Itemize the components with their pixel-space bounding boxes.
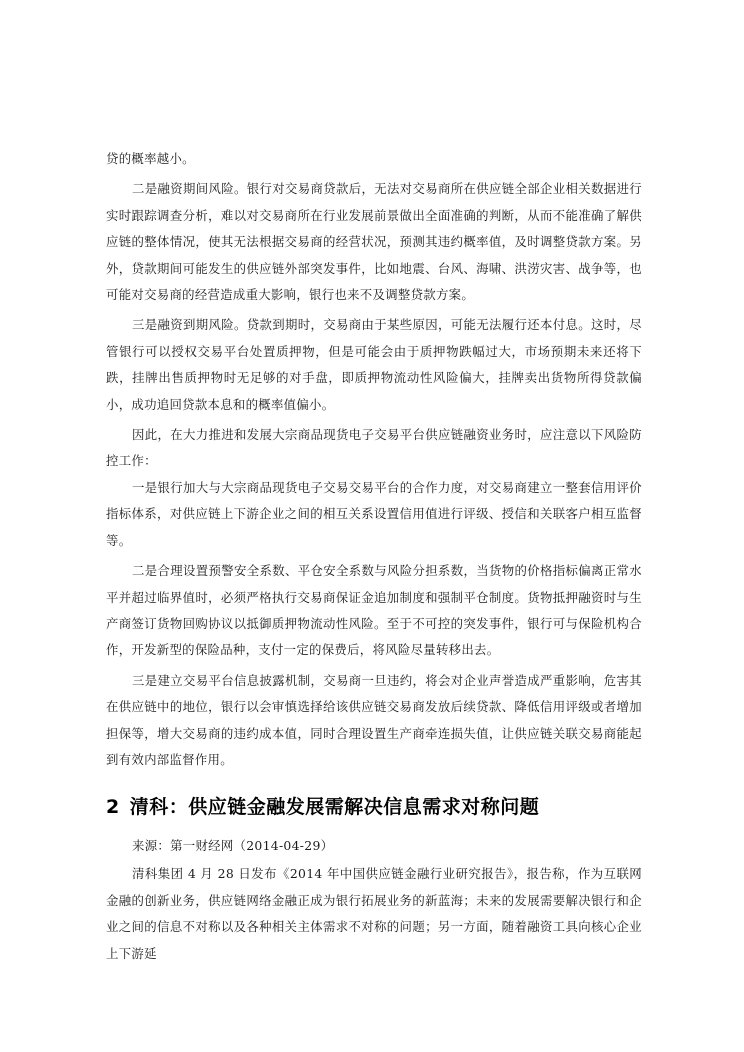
paragraph-information-disclosure: 三是建立交易平台信息披露机制，交易商一旦违约，将会对企业声誉造成严重影响，危害其在供应链中的地位，银行以会审慎选择给该供应链交易商发放后续贷款、降低信用评级或者增加担保等，增大交易商的违约成本值，同时合理设置生产商牵连损失值，让供应链关联交易商能起到有效内部监督作用。 <box>106 672 642 767</box>
paragraph-credit-evaluation: 一是银行加大与大宗商品现货电子交易交易平台的合作力度，对交易商建立一整套信用评价指标体系，对供应链上下游企业之间的相互关系设置信用值进行评级、授信和关联客户相互监督等。 <box>106 479 642 548</box>
section-title: 清科：供应链金融发展需解决信息需求对称问题 <box>129 796 540 819</box>
paragraph-maturity-risk: 三是融资到期风险。贷款到期时，交易商由于某些原因，可能无法履行还本付息。这时，尽管银行可以授权交易平台处置质押物，但是可能会由于质押物跌幅过大，市场预期未来还将下跌，挂牌出售质押物时无足够的对手盘，即质押物流动性风险偏大，挂牌卖出货物所得贷款偏小，成功追回贷款本息和的概率值偏小。 <box>106 317 642 412</box>
section-number: 2 <box>106 796 120 819</box>
section-heading <box>106 793 642 821</box>
paragraph-safety-coefficients: 二是合理设置预警安全系数、平仓安全系数与风险分担系数，当货物的价格指标偏离正常水平并超过临界值时，必须严格执行交易商保证金追加制度和强制平仓制度。货物抵押融资时与生产商签订货物回购协议以抵御质押物流动性风险。至于不可控的突发事件，银行可与保险机构合作，开发新型的保险品种，支付一定的保费后，将风险尽量转移出去。 <box>106 563 642 658</box>
paragraph-loan-probability: 贷的概率越小。 <box>106 151 195 166</box>
paragraph-financing-period-risk: 二是融资期间风险。银行对交易商贷款后，无法对交易商所在供应链全部企业相关数据进行实时跟踪调查分析，难以对交易商所在行业发展前景做出全面准确的判断，从而不能准确了解供应链的整体情况，使其无法根据交易商的经营状况，预测其违约概率值，及时调整贷款方案。另外，贷款期间可能发生的供应链外部突发事件，比如地震、台风、海啸、洪涝灾害、战争等，也可能对交易商的经营造成重大影响，银行也来不及调整贷款方案。 <box>106 181 642 303</box>
source-line: 来源：第一财经网（2014-04-29） <box>132 838 334 854</box>
document-page <box>106 146 642 967</box>
paragraph-risk-control-intro: 因此，在大力推进和发展大宗商品现货电子交易平台供应链融资业务时，应注意以下风险防控工作： <box>106 427 642 469</box>
paragraph-report-summary: 清科集团 4 月 28 日发布《2014 年中国供应链金融行业研究报告》，报告称，作为互联网金融的创新业务，供应链网络金融正成为银行拓展业务的新蓝海；未来的发展需要解决银行和企业之间的信息不对称以及各种相关主体需求不对称的问题；另一方面，随着融资工具向核心企业上下游延 <box>106 866 642 961</box>
